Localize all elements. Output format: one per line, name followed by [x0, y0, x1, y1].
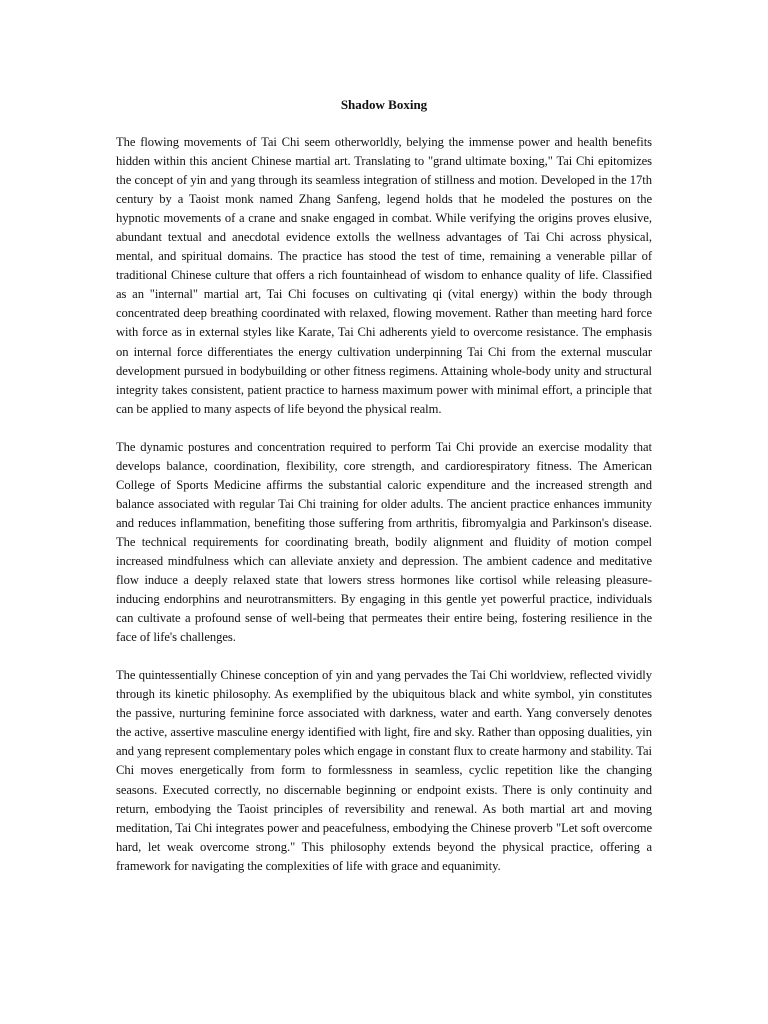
- paragraph: The dynamic postures and concentration required to perform Tai Chi provide an exercise modality that develops balance, coordination, flexibility, core strength, and cardiorespiratory fitness. The American College of Sports Medicine affirms the substantial caloric expenditure and the increased strength and balance associated with regular Tai Chi training for older adults. The ancient practice enhances immunity and reduces inflammation, benefiting those suffering from arthritis, fibromyalgia and Parkinson's disease. The technical requirements for coordinating breath, bodily alignment and fluidity of motion compel increased mindfulness which can alleviate anxiety and depression. The ambient cadence and meditative flow induce a deeply relaxed state that lowers stress hormones like cortisol while releasing pleasure-inducing endorphins and neurotransmitters. By engaging in this gentle yet powerful practice, individuals can cultivate a profound sense of well-being that permeates their entire being, fostering resilience in the face of life's challenges.: [116, 439, 652, 645]
- paragraph: The flowing movements of Tai Chi seem otherworldly, belying the immense power and health benefits hidden within this ancient Chinese martial art. Translating to "grand ultimate boxing," Tai Chi epitomizes the concept of yin and yang through its seamless integration of stillness and motion. Developed in the 17th century by a Taoist monk named Zhang Sanfeng, legend holds that he modeled the postures on the hypnotic movements of a crane and snake engaged in combat. While verifying the origins proves elusive, abundant textual and anecdotal evidence extolls the wellness advantages of Tai Chi across physical, mental, and spiritual domains. The practice has stood the test of time, remaining a venerable pillar of traditional Chinese culture that offers a rich fountainhead of wisdom to enhance quality of life. Classified as an "internal" martial art, Tai Chi focuses on cultivating qi (vital energy) within the body through concentrated deep breathing coordinated with relaxed, flowing movement. Rather than meeting hard force with force as in external styles like Karate, Tai Chi adherents yield to overcome resistance. The emphasis on internal force differentiates the energy cultivation underpinning Tai Chi from the external muscular development pursued in bodybuilding or other fitness regimens. Attaining whole-body unity and structural integrity takes consistent, patient practice to harness maximum power with minimal effort, a principle that can be applied to many aspects of life beyond the physical realm.: [116, 135, 652, 416]
- document-title: Shadow Boxing: [340, 97, 428, 112]
- paragraph: The quintessentially Chinese conception of yin and yang pervades the Tai Chi worldview, reflected vividly through its kinetic philosophy. As exemplified by the ubiquitous black and white symbol, yin constitutes the passive, nurturing feminine force associated with darkness, water and earth. Yang conversely denotes the active, assertive masculine energy identified with light, fire and sky. Rather than opposing dualities, yin and yang represent complementary poles which engage in constant flux to create harmony and stability. Tai Chi moves energetically from form to formlessness in seamless, cyclic repetition like the changing seasons. Executed correctly, no discernable beginning or endpoint exists. There is only continuity and return, embodying the Taoist principles of reversibility and renewal. As both martial art and moving meditation, Tai Chi integrates power and peacefulness, embodying the Chinese proverb "Let soft overcome hard, let weak overcome strong." This philosophy extends beyond the physical practice, offering a framework for navigating the complexities of life with grace and equanimity.: [116, 668, 652, 873]
- document-body: [116, 96, 652, 895]
